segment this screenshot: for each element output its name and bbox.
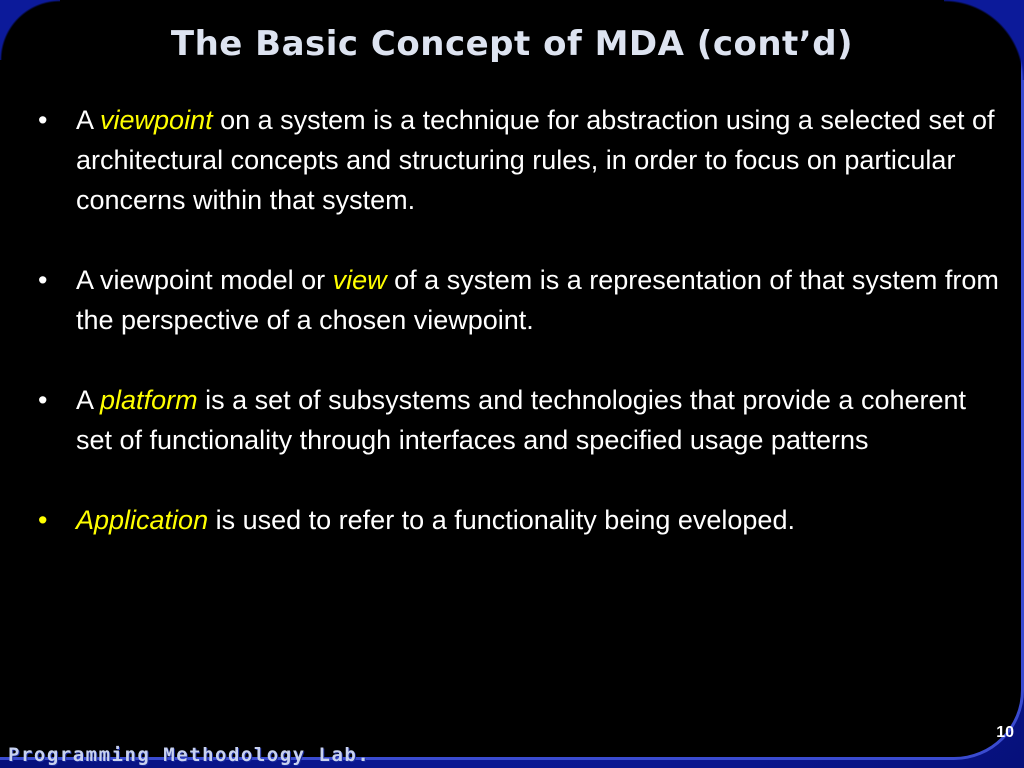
- slide-title: The Basic Concept of MDA (cont’d): [170, 24, 854, 64]
- bullet-marker: •: [38, 385, 48, 415]
- bullet-term-application: Application: [76, 505, 209, 535]
- bullet-term-platform: platform: [100, 385, 198, 415]
- bullet-marker: •: [38, 105, 48, 135]
- bullet-text-pre: A viewpoint model or: [76, 265, 333, 295]
- bullet-item-application: [38, 500, 1008, 540]
- bullet-text-post: on a system is a technique for abstraction using a selected set of architectural concepts and structuring rules, in order to focus on particular concerns within that system.: [76, 105, 995, 215]
- bullet-term-viewpoint: viewpoint: [100, 105, 213, 135]
- bullet-item-viewpoint: [38, 100, 1008, 220]
- bullet-term-view: view: [332, 265, 387, 295]
- bullet-marker: •: [38, 265, 48, 295]
- footer-lab-name: Programming Methodology Lab.: [8, 744, 371, 766]
- bullet-item-view: [38, 260, 1008, 340]
- bullet-list: [38, 100, 1008, 580]
- bullet-text-post: is a set of subsystems and technologies that provide a coherent set of functionality through interfaces and specified usage patterns: [76, 385, 967, 455]
- bullet-item-platform: [38, 380, 1008, 460]
- bullet-text-pre: A: [76, 385, 101, 415]
- bullet-marker: •: [38, 505, 48, 535]
- bullet-text-post: of a system is a representation of that system from the perspective of a chosen viewpoint.: [76, 265, 999, 335]
- bullet-text-post: is used to refer to a functionality being eveloped.: [208, 505, 795, 535]
- page-number: 10: [996, 724, 1014, 741]
- bullet-text-pre: A: [76, 105, 101, 135]
